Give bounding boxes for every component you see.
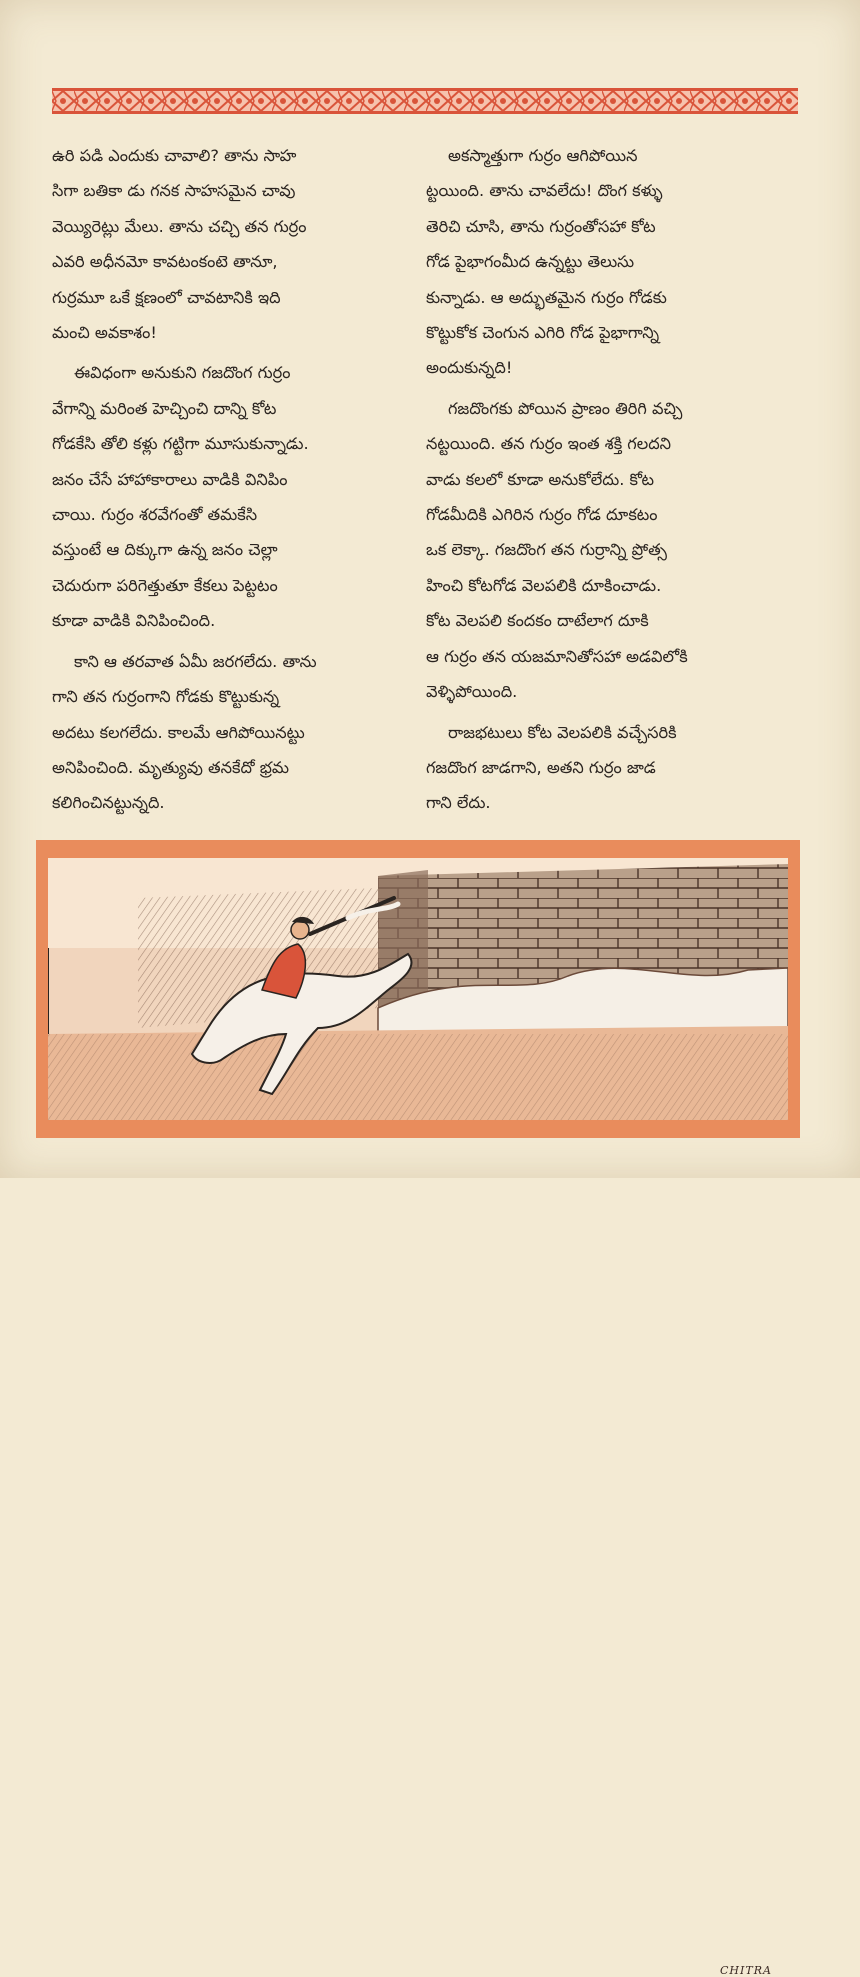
- text-line: వెళ్ళిపోయింది.: [426, 682, 518, 702]
- text-line: కున్నాడు. ఆ అద్భుతమైన గుర్రం గోడకు: [426, 287, 667, 307]
- text-line: ఈవిధంగా అనుకుని గజదొంగ గుర్రం: [74, 363, 291, 383]
- text-line: వాడు కలలో కూడా అనుకోలేదు. కోట: [426, 469, 655, 489]
- text-line: అకస్మాత్తుగా గుర్రం ఆగిపోయిన: [448, 146, 638, 165]
- text-line: గజదొంగ జాడగాని, అతని గుర్రం జాడ: [426, 757, 656, 777]
- text-line: కలిగించినట్టున్నది.: [52, 793, 165, 813]
- right-paragraph-1: [426, 138, 788, 386]
- text-line: అదటు కలగలేదు. కాలమే ఆగిపోయినట్టు: [52, 722, 305, 742]
- text-line: కొట్టుకోక చెంగున ఎగిరి గోడ పైభాగాన్ని: [426, 323, 660, 343]
- story-illustration: [36, 840, 800, 1977]
- text-line: గోడమీదికి ఎగిరిన గుర్రం గోడ దూకటం: [426, 505, 658, 525]
- text-line: సిగా బతికా డు గనక సాహసమైన చావు: [52, 181, 296, 201]
- text-line: మంచి అవకాశం!: [52, 323, 157, 343]
- text-line: అనిపించింది. మృత్యువు తనకేదో భ్రమ: [52, 757, 289, 777]
- left-paragraph-3: [52, 644, 414, 821]
- text-line: కాని ఆ తరవాత ఏమీ జరగలేదు. తాను: [74, 651, 317, 671]
- text-line: గాని లేదు.: [426, 793, 491, 813]
- text-line: ఒక లెక్కా. గజదొంగ తన గుర్రాన్ని ప్రోత్స: [426, 540, 667, 560]
- text-line: కూడా వాడికి వినిపించింది.: [52, 611, 216, 631]
- text-line: తెరిచి చూసి, తాను గుర్రంతోసహా కోట: [426, 216, 656, 236]
- text-line: రాజభటులు కోట వెలపలికి వచ్చేసరికి: [448, 722, 677, 742]
- right-text-column: [426, 138, 788, 826]
- left-paragraph-1: [52, 138, 414, 350]
- text-line: గాని తన గుర్రంగాని గోడకు కొట్టుకున్న: [52, 687, 280, 707]
- text-line: కోట వెలపలి కందకం దాటేలాగ దూకి: [426, 611, 649, 631]
- text-line: నట్టయింది. తన గుర్రం ఇంత శక్తి గలదని: [426, 434, 672, 454]
- text-line: జనం చేసే హాహాకారాలు వాడికి వినిపిం: [52, 469, 288, 489]
- text-line: ఎవరి అధీనమో కావటంకంటె తానూ,: [52, 252, 278, 272]
- left-text-column: [52, 138, 414, 826]
- text-line: గోడకేసి తోలి కళ్లు గట్టిగా మూసుకున్నాడు.: [52, 434, 309, 454]
- text-line: హించి కోటగోడ వెలపలికి దూకించాడు.: [426, 575, 662, 595]
- text-line: వస్తుంటే ఆ దిక్కుగా ఉన్న జనం చెల్లా: [52, 540, 278, 560]
- decorative-border-band: [52, 88, 798, 114]
- right-paragraph-2: [426, 391, 788, 710]
- left-paragraph-2: [52, 355, 414, 638]
- text-line: ఉరి పడి ఎందుకు చావాలి? తాను సాహ: [52, 146, 297, 165]
- text-line: ట్టయింది. తాను చావలేదు! దొంగ కళ్ళు: [426, 181, 663, 201]
- text-line: ఆ గుర్రం తన యజమానితోసహా అడవిలోకి: [426, 646, 688, 666]
- text-line: చెదురుగా పరిగెత్తుతూ కేకలు పెట్టటం: [52, 575, 278, 595]
- text-line: గజదొంగకు పోయిన ప్రాణం తిరిగి వచ్చి: [448, 398, 683, 418]
- right-paragraph-3: [426, 715, 788, 821]
- text-line: చాయి. గుర్రం శరవేగంతో తమకేసి: [52, 505, 258, 525]
- text-line: గుర్రమూ ఒకే క్షణంలో చావటానికి ఇది: [52, 287, 281, 307]
- text-line: వెయ్యిరెట్లు మేలు. తాను చచ్చి తన గుర్రం: [52, 216, 307, 236]
- horse-rider-leaping-wall-illustration: [48, 858, 788, 1120]
- artist-signature: CHITRA: [720, 1964, 772, 1977]
- text-line: గోడ పైభాగంమీద ఉన్నట్టు తెలుసు: [426, 252, 635, 272]
- text-line: అందుకున్నది!: [426, 358, 513, 378]
- text-line: వేగాన్ని మరింత హెచ్చించి దాన్ని కోట: [52, 398, 277, 418]
